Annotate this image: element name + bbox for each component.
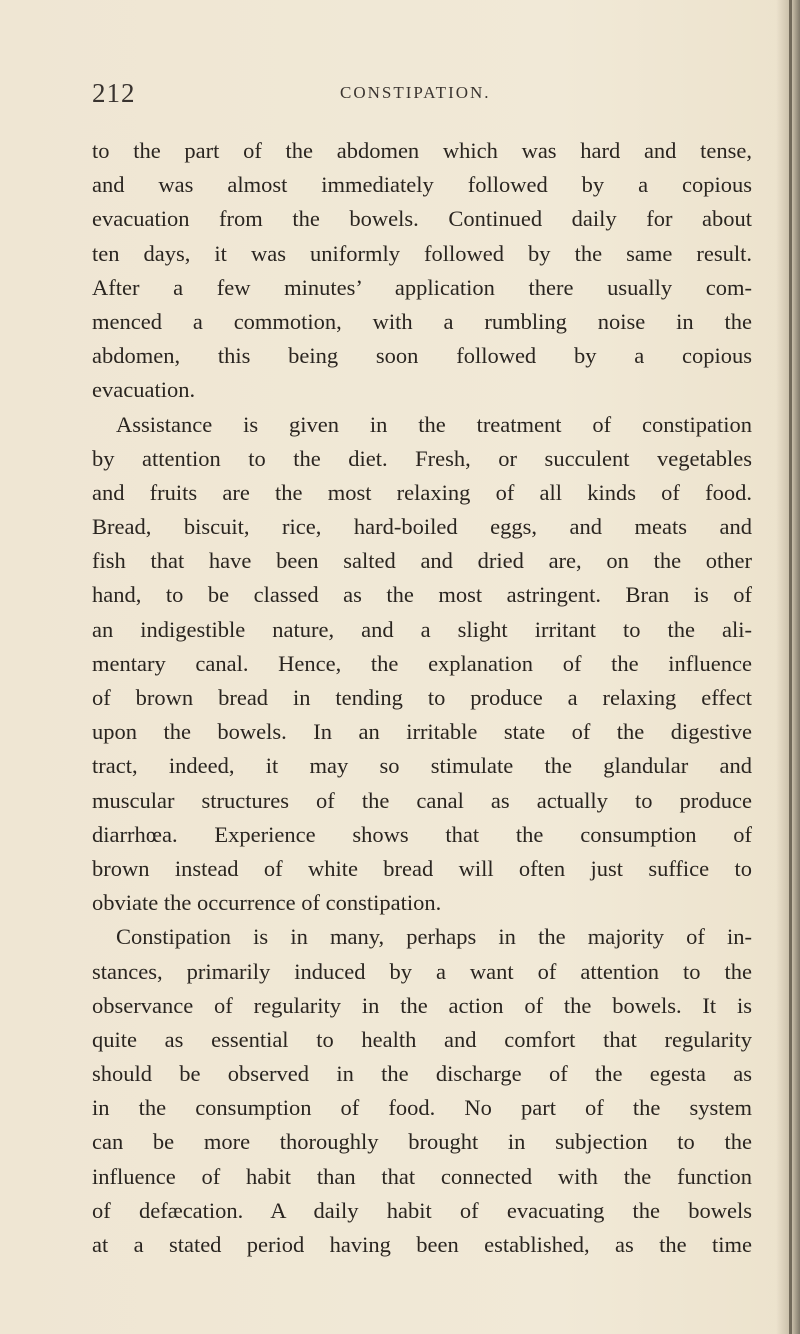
text-line: obviate the occurrence of constipation.	[92, 890, 442, 916]
text-line: hand, to be classed as the most astringent. Bran is of	[92, 582, 752, 608]
text-line: of brown bread in tending to produce a relaxing effect	[92, 685, 752, 710]
page-header	[92, 78, 752, 118]
text-line: fish that have been salted and dried are, on the other	[92, 548, 752, 574]
text-line: After a few minutes’ application there usually com-	[92, 274, 752, 300]
text-line: ten days, it was uniformly followed by the same result.	[92, 240, 752, 266]
text-line: observance of regularity in the action of the bowels. It is	[92, 992, 752, 1018]
text-line: abdomen, this being soon followed by a copious	[92, 343, 752, 369]
text-line: Bread, biscuit, rice, hard-boiled eggs, and meats and	[92, 514, 752, 540]
text-line: and fruits are the most relaxing of all kinds of food.	[92, 479, 752, 505]
page-edge-line	[789, 0, 792, 1334]
text-line: by attention to the diet. Fresh, or succulent vegetables	[92, 445, 752, 471]
text-line: quite as essential to health and comfort that regularity	[92, 1026, 752, 1052]
text-line: tract, indeed, it may so stimulate the glandular and	[92, 753, 752, 779]
text-line: evacuation from the bowels. Continued daily for about	[92, 206, 752, 232]
text-line: of defæcation. A daily habit of evacuating the bowels	[92, 1197, 752, 1223]
text-line: influence of habit than that connected with the function	[92, 1163, 752, 1189]
text-line: stances, primarily induced by a want of attention to the	[92, 958, 752, 984]
text-line: to the part of the abdomen which was hard and tense,	[92, 138, 752, 163]
page-number: 212	[92, 78, 136, 108]
text-line: mentary canal. Hence, the explanation of the influence	[92, 650, 752, 676]
paragraph-start-line: Constipation is in many, perhaps in the majority of in-	[116, 924, 752, 950]
text-line: upon the bowels. In an irritable state of the digestive	[92, 719, 752, 745]
text-line: and was almost immediately followed by a copious	[92, 172, 752, 198]
text-line: in the consumption of food. No part of the system	[92, 1095, 752, 1121]
text-line: evacuation.	[92, 377, 196, 403]
body-text	[92, 134, 752, 1262]
text-line: muscular structures of the canal as actually to produce	[92, 787, 752, 813]
text-line: an indigestible nature, and a slight irritant to the ali-	[92, 616, 752, 642]
running-head: CONSTIPATION.	[340, 83, 491, 102]
text-line: at a stated period having been established, as the time	[92, 1232, 752, 1257]
text-line: diarrhœa. Experience shows that the consumption of	[92, 821, 752, 847]
text-line: menced a commotion, with a rumbling noise in the	[92, 308, 752, 334]
page-edge-shadow	[776, 0, 800, 1334]
paragraph-start-line: Assistance is given in the treatment of constipation	[116, 411, 752, 437]
text-line: should be observed in the discharge of the egesta as	[92, 1061, 752, 1087]
text-line: brown instead of white bread will often just suffice to	[92, 855, 752, 881]
text-line: can be more thoroughly brought in subjection to the	[92, 1129, 752, 1155]
